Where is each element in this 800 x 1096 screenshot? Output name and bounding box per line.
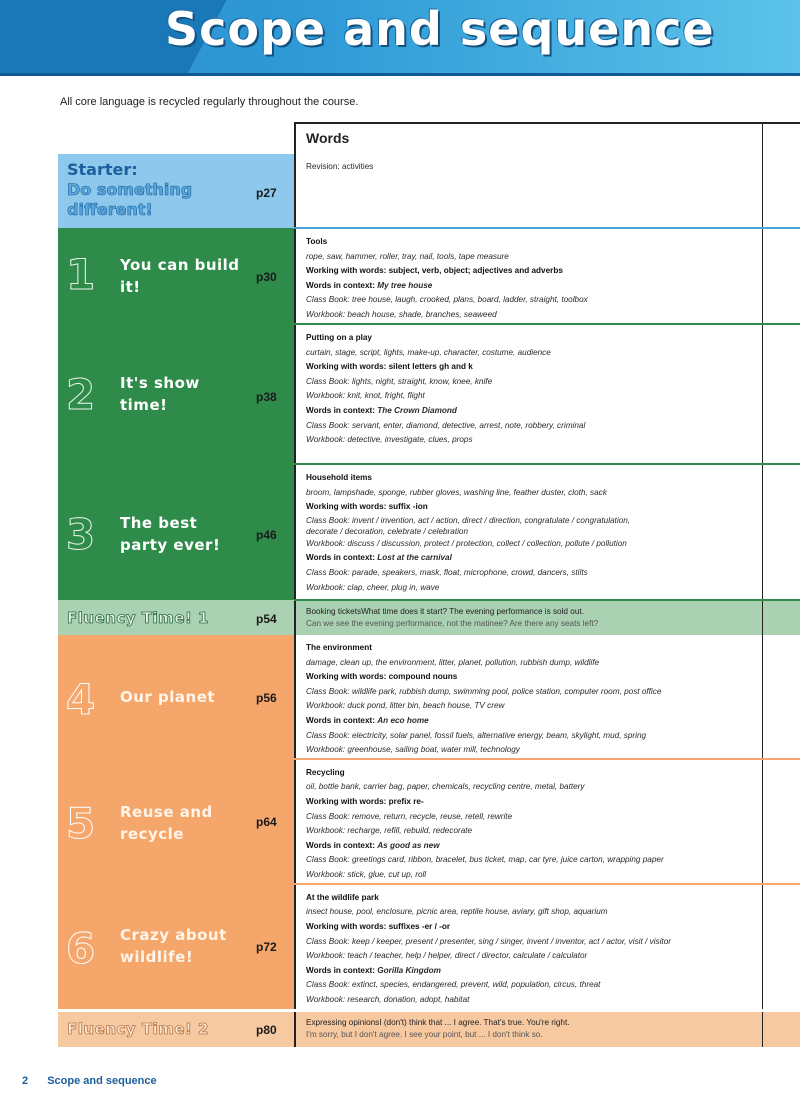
unit-row-5 [58,759,800,884]
unit-title: The best party ever! [120,514,221,554]
unit-2-next-col [762,324,800,464]
starter-cell [58,154,295,228]
fluency-page: p80 [256,1022,277,1037]
starter-label: Starter: [67,160,138,179]
unit-3-next-col [762,464,800,600]
unit-row-4 [58,635,800,759]
unit-title: Reuse and recycle [120,802,213,843]
next-column-header [762,123,800,154]
unit-title: It's show time! [120,374,200,414]
footer-page-number: 2 [22,1075,29,1087]
unit-page: p30 [256,270,277,284]
intro-text: All core language is recycled regularly throughout the course. [60,96,359,108]
unit-2-cell [58,324,295,464]
fluency-title: Fluency Time! 2 [67,1019,209,1038]
title-banner [0,0,800,76]
unit-page: p72 [256,939,277,954]
unit-1-cell [58,228,295,324]
fluency-2-cell [58,1010,295,1047]
unit-number: 3 [66,510,96,559]
unit-1-words: Tools rope, saw, hammer, roller, tray, nail, tools, tape measure Working with words: subject, verb, object; adjectives and adverbs Words in context: My tree house Class Book: tree house, laugh, crooked, plans, board, ladder, straight, toolbox Workbook: beach house, shade, branches, seaweed [295,228,762,324]
unit-6-words: At the wildlife park insect house, pool, enclosure, picnic area, reptile house, aviary, gift shop, aquarium Working with words: suffixes -er / -or Class Book: keep / keeper, present / presenter, sing / singer, invent / inventor, act / actor, visit / visitor Workbook: teach / teacher, help / helper, direct / director, calculate / calculator Words in context: Gorilla Kingdom Class Book: extinct, species, endangered, prevent, wild, population, circus, threat Workbook: research, donation, adopt, habitat [295,884,762,1011]
unit-1-next-col [762,228,800,324]
unit-4-words: The environment damage, clean up, the environment, litter, planet, pollution, rubbish dump, wildlife Working with words: compound nouns Class Book: wildlife park, rubbish dump, swimming pool, police station, computer room, post office Workbook: duck pond, litter bin, beach house, TV crew Words in context: An eco home Class Book: electricity, solar panel, fossil fuels, alternative energy, beam, skylight, mud, spring Workbook: greenhouse, sailing boat, water mill, technology [295,635,762,759]
unit-4-next-col [762,635,800,759]
starter-next-col [762,154,800,228]
fluency-row-1 [58,600,800,635]
starter-words: Revision: activities [295,154,762,228]
unit-5-words: Recycling oil, bottle bank, carrier bag, paper, chemicals, recycling centre, metal, battery Working with words: prefix re- Class Book: remove, return, recycle, reuse, retell, rewrite Workbook: recharge, refill, rebuild, redecorate Words in context: As good as new Class Book: greetings card, ribbon, bracelet, bus ticket, map, car tyre, juice carton, wrapping paper Workbook: stick, glue, cut up, roll [295,759,762,884]
unit-page: p56 [256,691,277,705]
unit-5-next-col [762,759,800,884]
fluency-2-next-col [762,1010,800,1047]
scope-table [58,122,800,1047]
fluency-1-words: Booking ticketsWhat time does it start? The evening performance is sold out. Can we see the evening performance, not the matinee? Are there any seats left? [295,600,762,635]
unit-6-next-col [762,884,800,1011]
unit-number: 4 [66,675,96,724]
unit-page: p38 [256,390,277,404]
banner-rule [0,73,800,76]
unit-5-cell [58,759,295,884]
unit-number: 5 [66,798,96,848]
unit-title: Our planet [120,688,216,706]
unit-3-words: Household items broom, lampshade, sponge, rubber gloves, washing line, feather duster, cloth, sack Working with words: suffix -ion Class Book: invent / invention, act / action, direct / direction, congratulate / congratulation, decorate / decoration, celebrate / celebration Workbook: discuss / discussion, protect / protection, collect / collection, pollute / pollution Words in context: Lost at the carnival Class Book: parade, speakers, mask, float, microphone, crowd, dancers, stilts Workbook: clap, cheer, plug in, wave [295,464,762,600]
unit-number: 1 [66,250,96,299]
fluency-1-next-col [762,600,800,635]
starter-title: Do something different! [67,180,193,219]
page-title: Scope and sequence [165,2,715,56]
footer-label: Scope and sequence [47,1075,157,1087]
fluency-page: p54 [256,612,277,626]
unit-title: Crazy about wildlife! [120,925,227,966]
unit-row-2 [58,324,800,464]
unit-row-6 [58,884,800,1011]
fluency-row-2 [58,1010,800,1047]
unit-3-cell [58,464,295,600]
header-row [58,123,800,154]
words-column-header: Words [295,123,762,154]
starter-row [58,154,800,228]
unit-6-cell [58,884,295,1011]
page-footer [22,1075,157,1087]
unit-page: p46 [256,528,277,542]
unit-number: 2 [66,370,96,419]
fluency-1-cell [58,600,295,635]
fluency-title: Fluency Time! 1 [67,609,209,627]
unit-2-words: Putting on a play curtain, stage, script, lights, make-up, character, costume, audience Working with words: silent letters gh and k Class Book: lights, night, straight, know, knee, knife Workbook: knit, knot, fright, flight Words in context: The Crown Diamond Class Book: servant, enter, diamond, detective, arrest, note, robbery, criminal Workbook: detective, investigate, clues, props [295,324,762,464]
unit-row-3 [58,464,800,600]
unit-page: p64 [256,814,277,829]
unit-number: 6 [66,923,96,973]
unit-4-cell [58,635,295,759]
starter-page: p27 [256,186,277,200]
header-empty-cell [58,123,295,154]
unit-title: You can build it! [120,256,240,296]
fluency-2-words: Expressing opinionsI (don't) think that ... I agree. That's true. You're right. I'm sorry, but I don't agree. I see your point, but ... I don't think so. [295,1010,762,1047]
unit-row-1 [58,228,800,324]
